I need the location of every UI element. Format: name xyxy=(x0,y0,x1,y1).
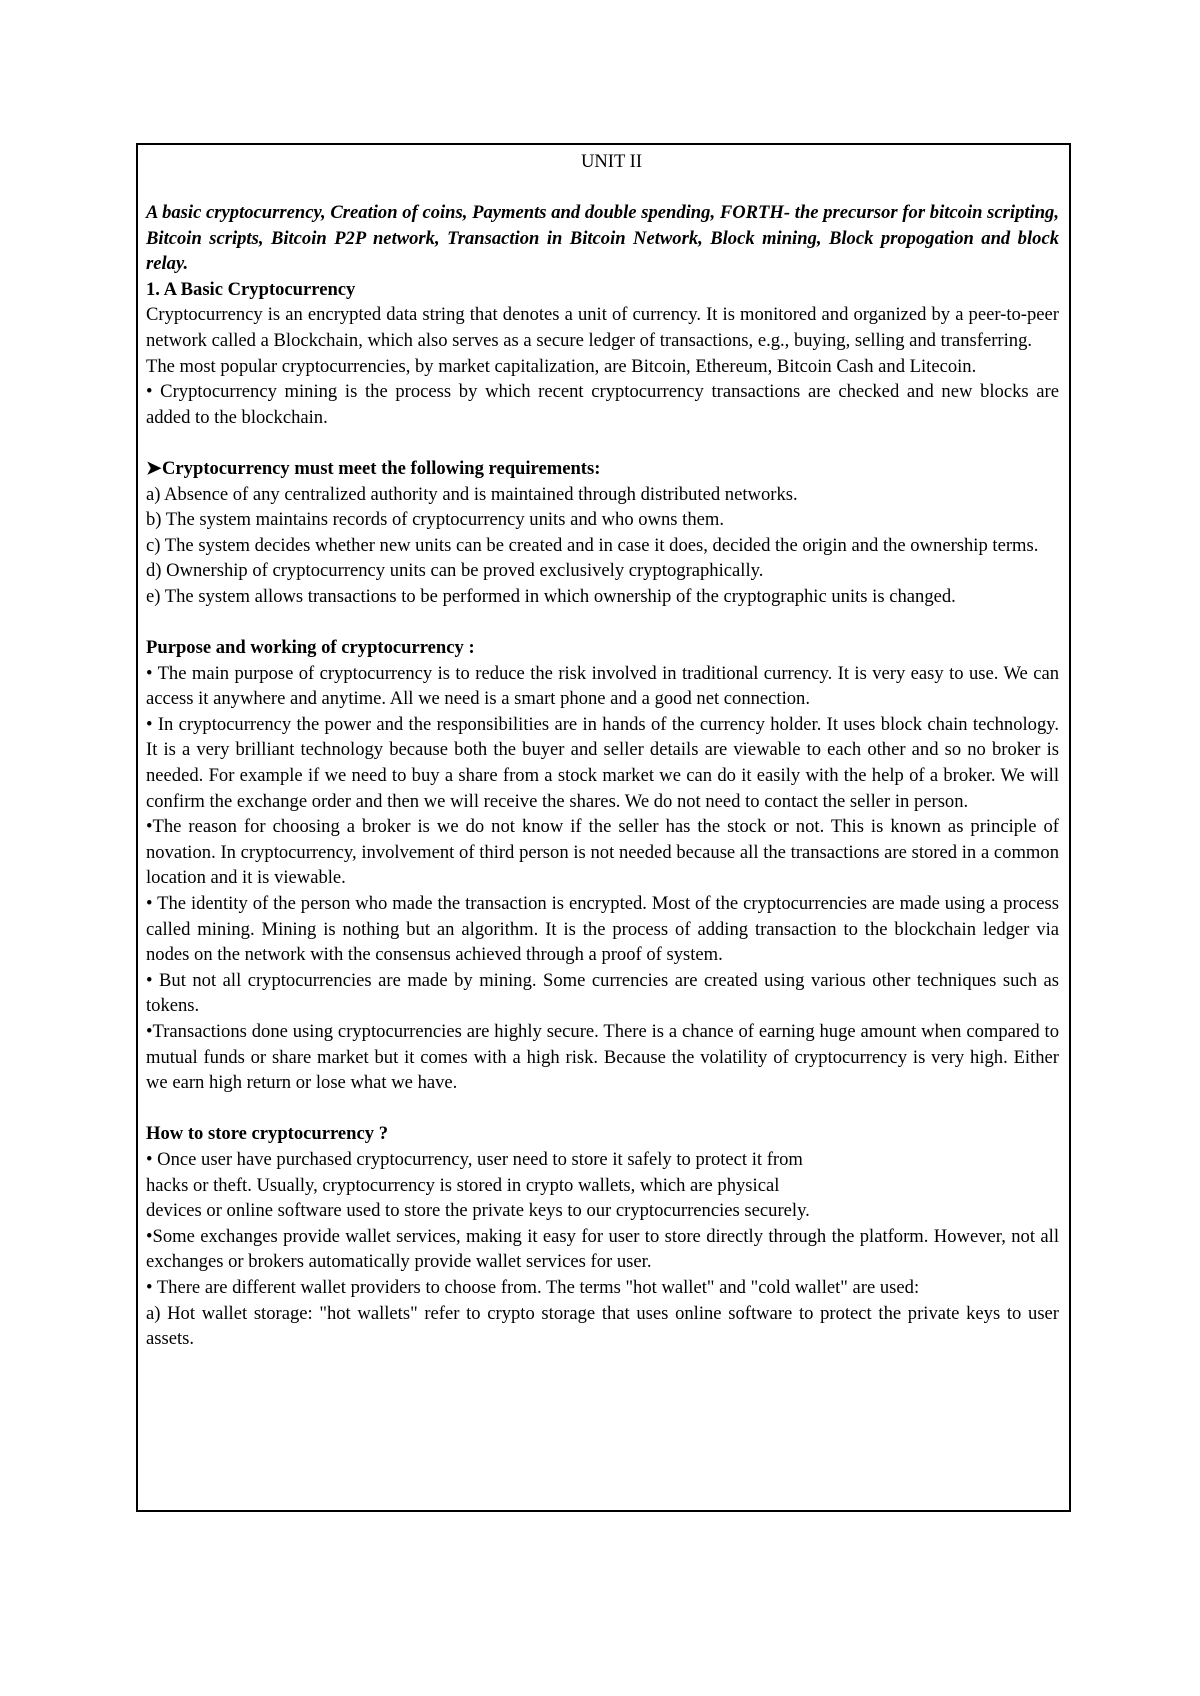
paragraph: The most popular cryptocurrencies, by market capitalization, are Bitcoin, Ethereum, Bitcoin Cash and Litecoin. xyxy=(146,355,977,377)
arrow-bullet-icon: ➤ xyxy=(146,457,162,479)
paragraph: a) Hot wallet storage: "hot wallets" refer to crypto storage that uses online software to protect the private keys to user assets. xyxy=(146,1302,1059,1350)
requirements-heading-text: Cryptocurrency must meet the following requirements: xyxy=(162,457,601,479)
unit-title: UNIT II xyxy=(580,151,643,172)
paragraph: • The main purpose of cryptocurrency is to reduce the risk involved in traditional currency. It is very easy to use. We can access it anywhere and anytime. All we need is a smart phone and a good net connection. xyxy=(146,662,1059,710)
paragraph: • In cryptocurrency the power and the responsibilities are in hands of the currency holder. It uses block chain technology. It is a very brilliant technology because both the buyer and seller details are viewable to each other and so no broker is needed. For example if we need to buy a share from a stock market we can do it easily with the help of a broker. We will confirm the exchange order and then we will receive the shares. We do not need to contact the seller in person. xyxy=(146,713,1059,812)
spacer xyxy=(146,1096,1059,1122)
section-heading-basic-cryptocurrency: 1. A Basic Cryptocurrency xyxy=(146,278,356,300)
requirement-item: b) The system maintains records of cryptocurrency units and who owns them. xyxy=(146,509,724,531)
requirement-item: d) Ownership of cryptocurrency units can be proved exclusively cryptographically. xyxy=(146,560,764,582)
document-page-frame xyxy=(136,143,1071,1512)
text-line: devices or online software used to store the private keys to our cryptocurrencies securely. xyxy=(146,1200,810,1222)
store-heading: How to store cryptocurrency ? xyxy=(146,1123,388,1145)
requirement-item: c) The system decides whether new units can be created and in case it does, decided the origin and the ownership terms. xyxy=(146,534,1039,556)
paragraph: • The identity of the person who made the transaction is encrypted. Most of the cryptocurrencies are made using a process called mining. Mining is nothing but an algorithm. It is the process of adding transaction to the blockchain ledger via nodes on the network with the consensus achieved through a proof of system. xyxy=(146,893,1059,966)
paragraph: •The reason for choosing a broker is we do not know if the seller has the stock or not. This is known as principle of novation. In cryptocurrency, involvement of third person is not needed because all the transactions are stored in a common location and it is viewable. xyxy=(146,816,1059,889)
requirement-item: e) The system allows transactions to be performed in which ownership of the cryptographic units is changed. xyxy=(146,585,956,607)
requirements-heading xyxy=(146,456,1059,482)
paragraph: • But not all cryptocurrencies are made by mining. Some currencies are created using various other techniques such as tokens. xyxy=(146,969,1059,1017)
text-line: • Once user have purchased cryptocurrency, user need to store it safely to protect it from xyxy=(146,1148,803,1170)
requirement-item: a) Absence of any centralized authority and is maintained through distributed networks. xyxy=(146,483,798,505)
paragraph: •Some exchanges provide wallet services, making it easy for user to store directly through the platform. However, not all exchanges or brokers automatically provide wallet services for user. xyxy=(146,1225,1059,1273)
text-line: hacks or theft. Usually, cryptocurrency is stored in crypto wallets, which are physical xyxy=(146,1174,780,1196)
paragraph: • Cryptocurrency mining is the process by which recent cryptocurrency transactions are checked and new blocks are added to the blockchain. xyxy=(146,381,1059,428)
paragraph: •Transactions done using cryptocurrencies are highly secure. There is a chance of earning huge amount when compared to mutual funds or share market but it comes with a high risk. Because the volatility of cryptocurrency is very high. Either we earn high return or lose what we have. xyxy=(146,1021,1059,1094)
spacer xyxy=(146,430,1059,456)
spacer xyxy=(146,610,1059,636)
paragraph: • There are different wallet providers to choose from. The terms "hot wallet" and "cold wallet" are used: xyxy=(146,1276,920,1298)
purpose-heading: Purpose and working of cryptocurrency : xyxy=(146,637,475,659)
paragraph: Cryptocurrency is an encrypted data string that denotes a unit of currency. It is monitored and organized by a peer-to-peer network called a Blockchain, which also serves as a secure ledger of transactions, e.g., buying, selling and transferring. xyxy=(146,304,1059,351)
unit-topics: A basic cryptocurrency, Creation of coins, Payments and double spending, FORTH- the precursor for bitcoin scripting, Bitcoin scripts, Bitcoin P2P network, Transaction in Bitcoin Network, Block mining, Block propogation and block relay. xyxy=(146,202,1059,275)
